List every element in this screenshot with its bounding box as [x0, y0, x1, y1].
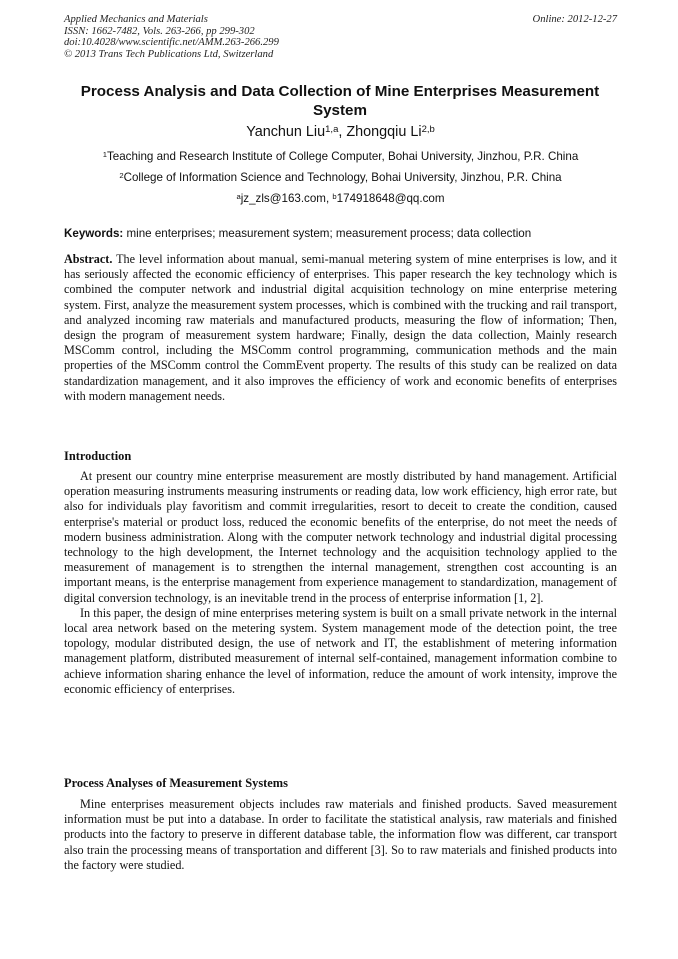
online-date: Online: 2012-12-27: [532, 14, 617, 25]
section-heading-introduction: Introduction: [64, 449, 132, 463]
affiliation-2: [64, 171, 617, 185]
email-link[interactable]: 174918648@qq.com: [336, 192, 445, 205]
author-affiliation-mark: 2,b: [421, 123, 435, 135]
keywords-text: mine enterprises; measurement system; measurement process; data collection: [123, 227, 532, 240]
doi-link[interactable]: doi:10.4028/www.scientific.net/AMM.263-266.299: [64, 37, 279, 49]
keywords-label: Keywords:: [64, 227, 124, 240]
email-mark: a: [236, 191, 241, 201]
email-link[interactable]: jz_zls@163.com: [240, 192, 326, 205]
introduction-body: [64, 469, 617, 697]
keywords: [64, 227, 617, 241]
process-section-body: [64, 797, 617, 873]
email-mark: b: [332, 191, 337, 201]
affiliation-text: Teaching and Research Institute of College Computer, Bohai University, Jinzhou, P.R. China: [106, 150, 579, 163]
author-separator: ,: [338, 124, 347, 140]
paragraph: Mine enterprises measurement objects includes raw materials and finished products. Saved measurement information must be put into a database. In order to facilitate the statistical analysis, raw materials and finished products into the factory to preserve in different database table, the information flow was different, car transport also train the processing means of transportation and different [3]. So to raw materials and finished products into the factory were studied.: [64, 797, 617, 872]
affiliation-text: College of Information Science and Technology, Bohai University, Jinzhou, P.R. China: [123, 171, 562, 184]
issn-line: ISSN: 1662-7482, Vols. 263-266, pp 299-302: [64, 25, 255, 37]
affiliation-mark: 2: [119, 170, 124, 180]
paper-title: Process Analysis and Data Collection of Mine Enterprises Measurement System: [80, 83, 600, 119]
author-list: [64, 123, 617, 141]
email-separator: ,: [325, 192, 333, 205]
abstract: [64, 252, 617, 404]
abstract-label: Abstract.: [64, 252, 113, 266]
email-line: [64, 192, 617, 206]
affiliation-mark: 1: [102, 149, 107, 159]
paragraph: In this paper, the design of mine enterprises metering system is built on a small private network in the internal local area network based on the metering system. System management mode of the detection point, the tree topology, modular distributed design, the use of network and IT, the establishment of metering information management platform, distributed measurement of internal self-contained, management information combine to achieve information sharing enhance the level of information, reduce the amount of work intensity, improve the economic efficiency of enterprises.: [64, 605, 617, 696]
author-name: Yanchun Liu: [246, 124, 326, 140]
section-heading-process: Process Analyses of Measurement Systems: [64, 776, 288, 790]
journal-info: [64, 14, 404, 60]
copyright-line: © 2013 Trans Tech Publications Ltd, Switzerland: [64, 48, 274, 60]
journal-name: Applied Mechanics and Materials: [64, 14, 208, 25]
abstract-text: The level information about manual, semi-manual metering system of mine enterprises is low, and it has seriously affected the economic efficiency of enterprises. This paper research the key technology which is combined the computer network and industrial digital acquisition technology on mine enterprise metering system. First, analyze the measurement system processes, which is combined with the trucking and rail transport, and analyzed incoming raw materials and manufactured products, measuring the flow of information; Then, design the program of measurement system hardware; Finally, design the data collection, Mainly research MSComm control, including the MSComm control programming, communication methods and the main properties of the MSComm control the CommEvent property. The results of this study can be realized on data standardization management, and it also improves the efficiency of work and economic benefits of enterprises with modern management needs.: [64, 252, 617, 403]
paragraph: At present our country mine enterprise measurement are mostly distributed by hand management. Artificial operation measuring instruments measuring instruments or reading data, low work efficiency, high error rate, but also for individuals play favoritism and commit irregularities, resort to deceit to create the condition, caused enterprise's material or product loss, reduced the economic benefits of the enterprise, do not meet the needs of modern business administration. Along with the computer network technology and industrial digital processing technology to the high development, the Internet technology and the acquisition technology applied to the measurement of management is to strengthen the internal management, strengthen cost accounting is an important means, is the enterprise management from experience management to standardization, management of digital conversion technology, is an inevitable trend in the process of enterprise information [1, 2].: [64, 469, 617, 605]
author-affiliation-mark: 1,a: [325, 123, 339, 135]
author-name: Zhongqiu Li: [346, 124, 422, 140]
affiliation-1: [64, 150, 617, 164]
